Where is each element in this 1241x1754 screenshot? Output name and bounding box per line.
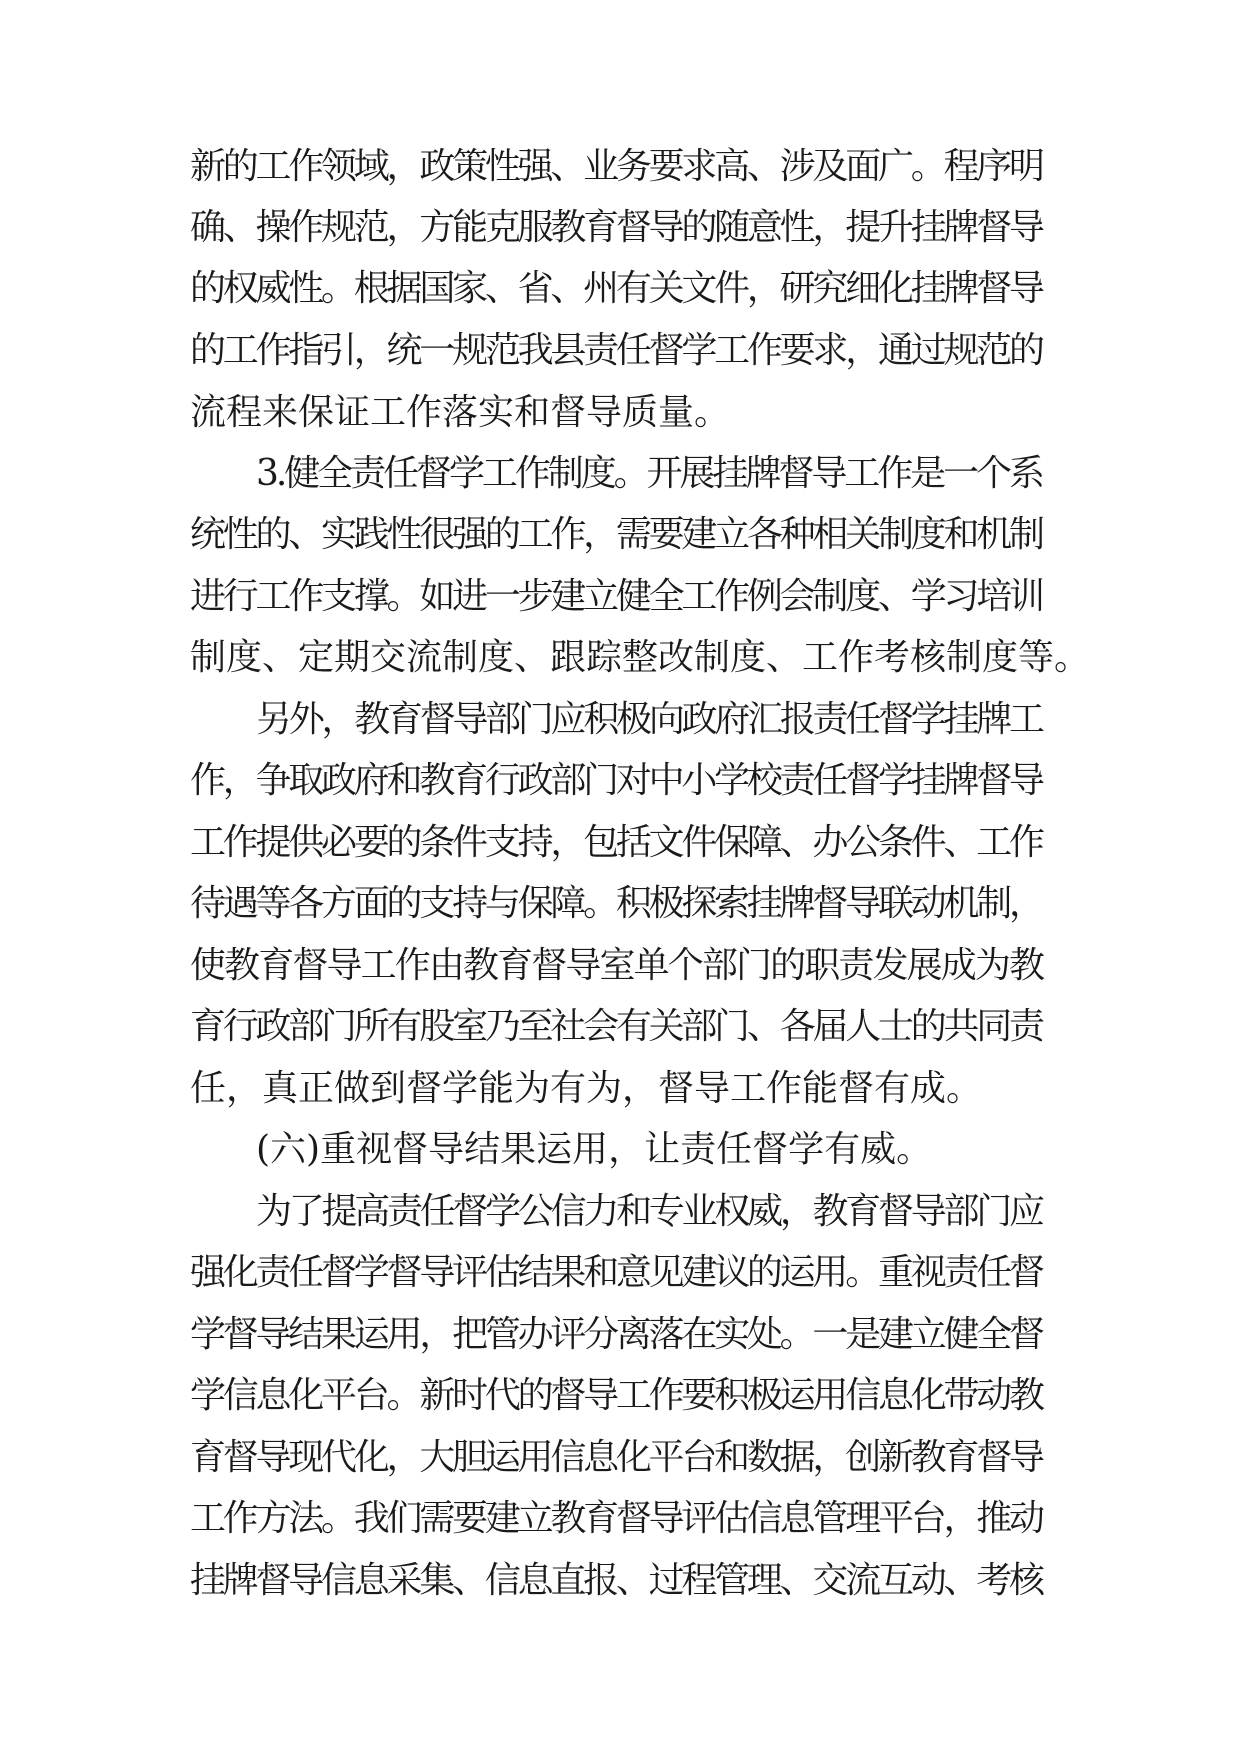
paragraph-line (0, 567, 1241, 627)
line-text: 使教育督导工作由教育督导室单个部门的职责发展成为教 (190, 945, 1044, 986)
paragraph-line (0, 1428, 1241, 1488)
paragraph-line (0, 137, 1241, 197)
line-text: 流程来保证工作落实和督导质量。 (190, 392, 731, 433)
paragraph-line (0, 690, 1241, 750)
paragraph-line (0, 505, 1241, 565)
line-text: 3.健全责任督学工作制度。开展挂牌督导工作是一个系 (256, 453, 1042, 494)
line-text: 另外，教育督导部门应积极向政府汇报责任督学挂牌工 (256, 699, 1042, 740)
line-text: 育督导现代化，大胆运用信息化平台和数据，创新教育督导 (190, 1437, 1042, 1478)
paragraph-line (0, 936, 1241, 996)
paragraph-line (0, 383, 1241, 443)
paragraph-line (0, 1182, 1241, 1242)
line-text: 为了提高责任督学公信力和专业权威，教育督导部门应 (256, 1191, 1042, 1232)
line-text: 工作方法。我们需要建立教育督导评估信息管理平台，推动 (190, 1498, 1042, 1539)
paragraph-line (0, 997, 1241, 1057)
line-text: 新的工作领域，政策性强、业务要求高、涉及面广。程序明 (190, 146, 1042, 187)
line-text: 学督导结果运用，把管办评分离落在实处。一是建立健全督 (190, 1314, 1042, 1355)
paragraph-line (0, 444, 1241, 504)
paragraph-line (0, 198, 1241, 258)
paragraph-line (0, 1551, 1241, 1611)
line-text: 确、操作规范，方能克服教育督导的随意性，提升挂牌督导 (190, 207, 1042, 248)
line-text: 挂牌督导信息采集、信息直报、过程管理、交流互动、考核 (190, 1560, 1042, 1601)
line-text: 的工作指引，统一规范我县责任督学工作要求，通过规范的 (190, 330, 1042, 371)
paragraph-line (0, 1366, 1241, 1426)
paragraph-line (0, 1489, 1241, 1549)
paragraph-line (0, 1305, 1241, 1365)
line-text: 任，真正做到督学能为有为，督导工作能督有成。 (190, 1068, 983, 1109)
line-text: 作，争取政府和教育行政部门对中小学校责任督学挂牌督导 (190, 760, 1042, 801)
line-text: 强化责任督学督导评估结果和意见建议的运用。重视责任督 (190, 1252, 1042, 1293)
paragraph-line (0, 628, 1241, 688)
paragraph-line (0, 1059, 1241, 1119)
line-text: 制度、定期交流制度、跟踪整改制度、工作考核制度等。 (190, 637, 1091, 678)
line-text: 工作提供必要的条件支持，包括文件保障、办公条件、工作 (190, 822, 1042, 863)
heading-text: (六)重视督导结果运用，让责任督学有威。 (256, 1129, 933, 1170)
paragraph-line (0, 751, 1241, 811)
line-text: 统性的、实践性很强的工作，需要建立各种相关制度和机制 (190, 514, 1042, 555)
line-text: 进行工作支撑。如进一步建立健全工作例会制度、学习培训 (190, 576, 1042, 617)
line-text: 育行政部门所有股室乃至社会有关部门、各届人士的共同责 (190, 1006, 1042, 1047)
section-heading (0, 1120, 1241, 1180)
line-text: 待遇等各方面的支持与保障。积极探索挂牌督导联动机制， (190, 883, 1042, 924)
line-text: 学信息化平台。新时代的督导工作要积极运用信息化带动教 (190, 1375, 1042, 1416)
line-text: 的权威性。根据国家、省、州有关文件，研究细化挂牌督导 (190, 268, 1042, 309)
paragraph-line (0, 259, 1241, 319)
paragraph-line (0, 813, 1241, 873)
paragraph-line (0, 874, 1241, 934)
paragraph-line (0, 321, 1241, 381)
paragraph-line (0, 1243, 1241, 1303)
